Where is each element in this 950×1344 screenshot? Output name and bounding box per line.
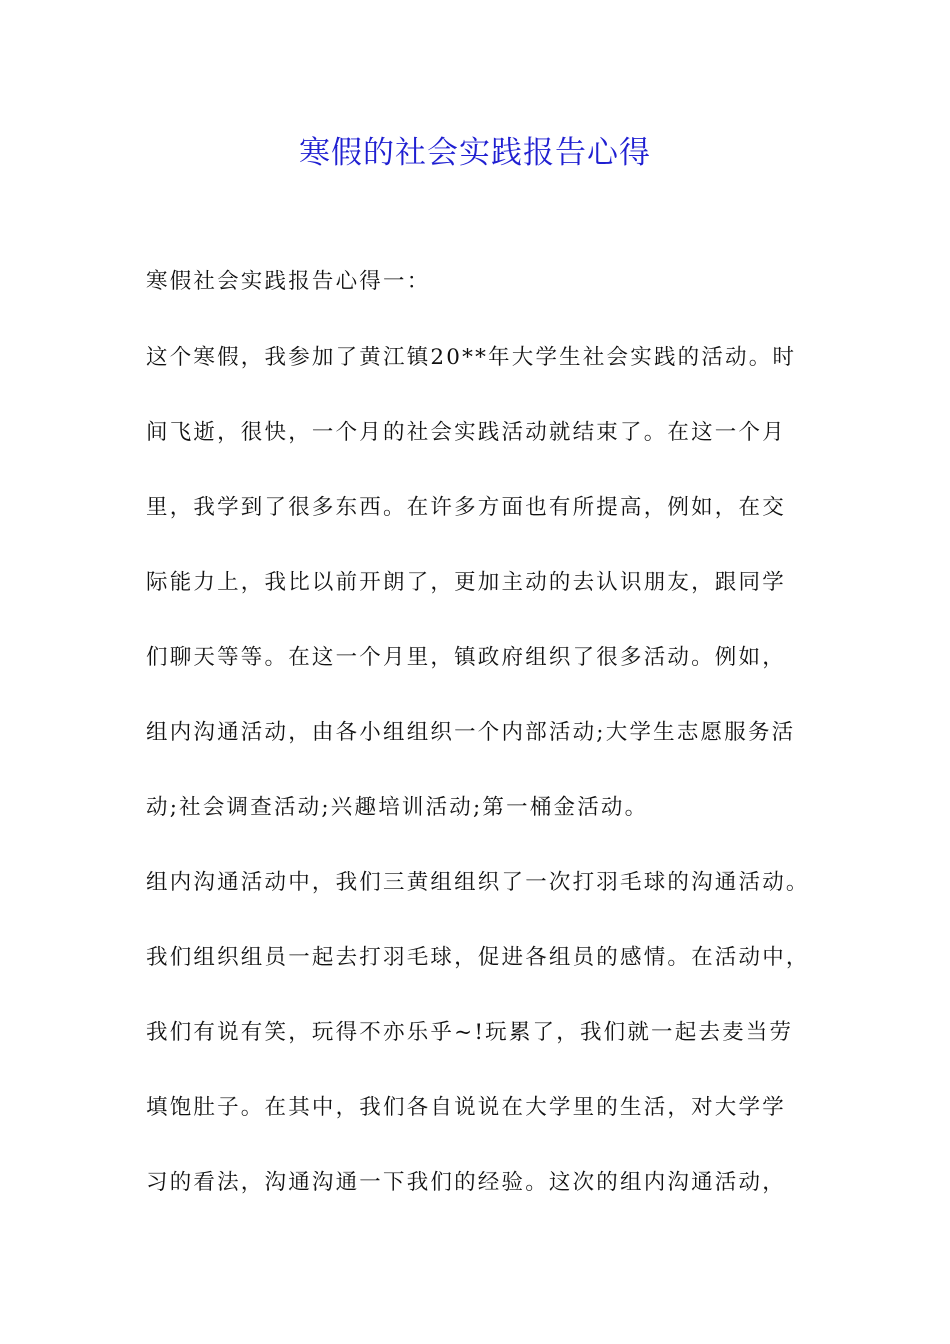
paragraph-line: 习的看法，沟通沟通一下我们的经验。这次的组内沟通活动， bbox=[146, 1170, 786, 1195]
paragraph-line: 这个寒假，我参加了黄江镇20**年大学生社会实践的活动。时 bbox=[146, 345, 797, 370]
paragraph-line: 组内沟通活动中，我们三黄组组织了一次打羽毛球的沟通活动。 bbox=[146, 870, 810, 895]
paragraph-line: 我们组织组员一起去打羽毛球，促进各组员的感情。在活动中， bbox=[146, 945, 810, 970]
paragraph-line: 际能力上，我比以前开朗了，更加主动的去认识朋友，跟同学 bbox=[146, 570, 786, 595]
paragraph-line: 填饱肚子。在其中，我们各自说说在大学里的生活，对大学学 bbox=[146, 1095, 786, 1120]
paragraph-line: 动;社会调查活动;兴趣培训活动;第一桶金活动。 bbox=[146, 795, 649, 820]
section-heading: 寒假社会实践报告心得一： bbox=[146, 269, 431, 294]
document-title: 寒假的社会实践报告心得 bbox=[299, 135, 651, 171]
paragraph-line: 间飞逝，很快，一个月的社会实践活动就结束了。在这一个月 bbox=[146, 420, 786, 445]
paragraph-line: 我们有说有笑，玩得不亦乐乎~!玩累了，我们就一起去麦当劳 bbox=[146, 1020, 794, 1045]
paragraph-line: 们聊天等等。在这一个月里，镇政府组织了很多活动。例如， bbox=[146, 645, 786, 670]
paragraph-line: 组内沟通活动，由各小组组织一个内部活动;大学生志愿服务活 bbox=[146, 720, 796, 745]
paragraph-line: 里，我学到了很多东西。在许多方面也有所提高，例如，在交 bbox=[146, 495, 786, 520]
